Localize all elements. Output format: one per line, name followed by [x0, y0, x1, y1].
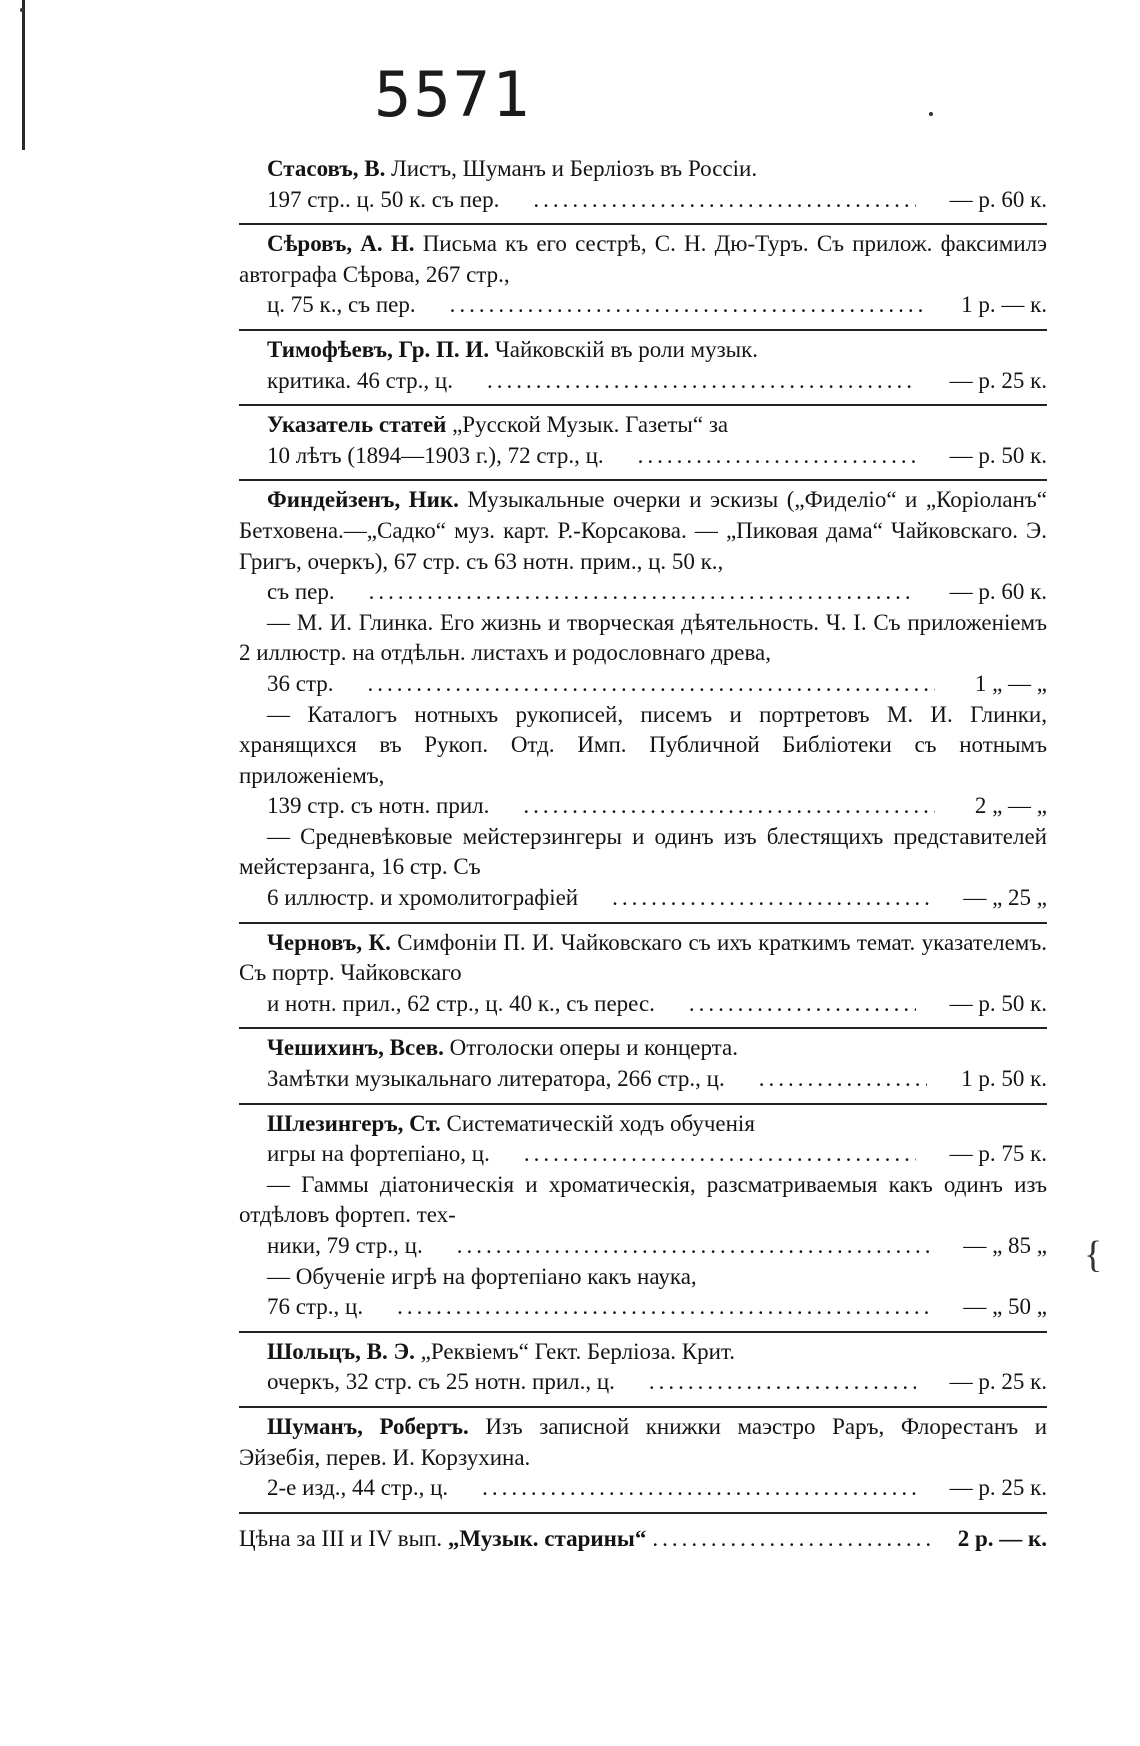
scan-dot — [20, 8, 24, 12]
dot-leader — [340, 669, 935, 700]
dot-leader — [731, 1064, 927, 1095]
scan-edge-mark — [22, 0, 25, 150]
dot-leader — [459, 366, 916, 397]
entry-description: „Реквіемъ“ Гект. Берліоза. Крит. — [420, 1338, 736, 1364]
entry-description: Симфоніи П. И. Чайковскаго съ ихъ краткимъ темат. указателемъ. Съ портр. Чайковскаго — [239, 929, 1047, 986]
dot-leader — [621, 1367, 916, 1398]
catalog-entry — [239, 1029, 1047, 1104]
footer-price-line — [239, 1514, 1047, 1554]
sub-entry-price-line — [239, 791, 1047, 822]
catalog-entry — [239, 1105, 1047, 1333]
footer-price: 2 р. — к. — [957, 1525, 1047, 1551]
sub-entry-description: — Каталогъ нотныхъ рукописей, писемъ и портретовъ М. И. Глинки, хранящихся въ Рукоп. Отд. Имп. Публичной Библіотеки съ нотнымъ приложеніемъ, — [239, 701, 1047, 788]
entry-price-line — [239, 290, 1047, 321]
dot-leader — [341, 577, 916, 608]
sub-entry — [239, 1262, 1047, 1323]
page-number: 5571 — [374, 58, 532, 131]
sub-entry-description: — Обученіе игрѣ на фортепіано какъ наука, — [267, 1263, 697, 1289]
entry-author: Черновъ, К. — [267, 929, 391, 955]
entry-price: 1 р. 50 к. — [961, 1066, 1047, 1092]
entry-price-line — [239, 1473, 1047, 1504]
entry-author: Финдейзенъ, Ник. — [267, 487, 459, 513]
catalog-entry — [239, 331, 1047, 406]
entry-details: игры на фортепіано, ц. — [267, 1141, 490, 1167]
footer-text — [239, 1524, 646, 1554]
scan-dot — [929, 112, 933, 116]
entry-price: — р. 25 к. — [949, 367, 1047, 393]
dot-leader — [584, 883, 929, 914]
entry-price-line — [239, 1367, 1047, 1398]
entry-text — [239, 1033, 1047, 1094]
sub-entry-details: 139 стр. съ нотн. прил. — [267, 793, 490, 819]
catalog-entry — [239, 406, 1047, 481]
dot-leader — [652, 1524, 935, 1554]
sub-entry-price-line — [239, 669, 1047, 700]
dot-leader — [422, 290, 927, 321]
entry-description: Музыкальные очерки и эскизы („Фиделіо“ и „Коріоланъ“ Бетховена.—„Садко“ муз. карт. Р.-Корсакова. — „Пиковая дама“ Чайковскаго. Э. Григъ, очеркъ), 67 стр. съ 63 нотн. прим., ц. 50 к., — [239, 487, 1047, 574]
entry-price-line — [239, 989, 1047, 1020]
sub-entry-details: ники, 79 стр., ц. — [267, 1233, 423, 1258]
entry-text — [239, 410, 1047, 471]
entry-author: Сѣровъ, А. Н. — [267, 231, 415, 257]
dot-leader — [429, 1231, 930, 1262]
catalog-entry — [239, 225, 1047, 331]
sub-entry-price-line — [239, 1231, 1047, 1262]
entry-details: съ пер. — [267, 579, 335, 605]
catalog-list — [239, 150, 1047, 1554]
entry-price: — р. 50 к. — [949, 990, 1047, 1016]
entry-price: 1 р. — к. — [961, 292, 1047, 318]
dot-leader — [495, 791, 935, 822]
entry-text — [239, 229, 1047, 321]
entry-text — [239, 154, 1047, 215]
entry-description: „Русской Музык. Газеты“ за — [452, 412, 729, 438]
footer-title: „Музык. старины“ — [447, 1525, 647, 1551]
entry-description: Листъ, Шуманъ и Берліозъ въ Россіи. — [391, 156, 758, 181]
catalog-entry — [239, 924, 1047, 1030]
dot-leader — [610, 441, 916, 472]
catalog-entry — [239, 1333, 1047, 1408]
dot-leader — [505, 185, 915, 216]
entry-description: Изъ записной книжки маэстро Раръ, Флорестанъ и Эйзебія, перев. И. Корзухина. — [239, 1413, 1048, 1470]
margin-bracket-mark: { — [1084, 1234, 1103, 1276]
entry-price-line — [239, 441, 1047, 472]
entry-price-line — [239, 185, 1047, 216]
catalog-entry — [239, 481, 1047, 923]
entry-description: Письма къ его сестрѣ, С. Н. Дю-Туръ. Съ прилож. факсимилэ автографа Сѣрова, 267 стр., — [239, 231, 1048, 287]
entry-price: — р. 75 к. — [949, 1141, 1047, 1167]
entry-text — [239, 1412, 1047, 1504]
entry-description: Систематическій ходъ обученія — [446, 1110, 755, 1136]
entry-price-line — [239, 1139, 1047, 1170]
entry-price: — р. 25 к. — [949, 1369, 1047, 1395]
entry-details: очеркъ, 32 стр. съ 25 нотн. прил., ц. — [267, 1369, 615, 1395]
entry-description: Чайковскій въ роли музык. — [494, 336, 759, 362]
dot-leader — [661, 989, 916, 1020]
sub-entry-price: — „ 25 „ — [963, 885, 1047, 911]
entry-details: 10 лѣтъ (1894—1903 г.), 72 стр., ц. — [267, 442, 604, 468]
entry-price-line — [239, 577, 1047, 608]
entry-price: — р. 25 к. — [949, 1475, 1047, 1501]
entry-author: Шуманъ, Робертъ. — [267, 1413, 469, 1439]
entry-price-line — [239, 366, 1047, 397]
sub-entry — [239, 822, 1047, 914]
entry-text — [239, 1109, 1047, 1170]
entry-price-line — [239, 1064, 1047, 1095]
entry-price: — р. 50 к. — [949, 442, 1047, 468]
entry-text — [239, 928, 1047, 1020]
sub-entry-price: 2 „ — „ — [974, 793, 1047, 819]
sub-entry-description: — М. И. Глинка. Его жизнь и творческая дѣятельность. Ч. І. Съ приложеніемъ 2 иллюстр. на отдѣльн. листахъ и родословнаго древа, — [239, 609, 1047, 666]
sub-entry-price-line — [239, 883, 1047, 914]
entry-price: — р. 60 к. — [949, 186, 1047, 212]
entry-details: Замѣтки музыкальнаго литератора, 266 стр., ц. — [267, 1066, 725, 1092]
entry-author: Тимофѣевъ, Гр. П. И. — [267, 336, 490, 362]
sub-entry-details: 76 стр., ц. — [267, 1294, 364, 1320]
sub-entry-description: — Средневѣковые мейстерзингеры и одинъ изъ блестящихъ представителей мейстерзанга, 16 стр. Съ — [239, 823, 1047, 880]
sub-entry-details: 6 иллюстр. и хромолитографіей — [267, 885, 579, 911]
sub-entry-description: — Гаммы діатоническія и хроматическія, разсматриваемыя какъ одинъ изъ отдѣловъ фортеп. тех- — [239, 1171, 1047, 1228]
entry-details: и нотн. прил., 62 стр., ц. 40 к., съ перес. — [267, 990, 655, 1016]
sub-entry-price: — „ 85 „ — [963, 1233, 1047, 1258]
catalog-entry — [239, 1408, 1047, 1514]
sub-entry-details: 36 стр. — [267, 670, 334, 696]
entry-price: — р. 60 к. — [949, 579, 1047, 605]
sub-entry-price: — „ 50 „ — [963, 1294, 1047, 1320]
entry-author: Шлезингеръ, Ст. — [267, 1110, 441, 1136]
entry-details: критика. 46 стр., ц. — [267, 367, 453, 393]
entry-author: Стасовъ, В. — [267, 156, 386, 181]
dot-leader — [496, 1139, 916, 1170]
sub-entry — [239, 1170, 1047, 1262]
footer-label: Цѣна за III и IV вып. — [239, 1525, 443, 1551]
entry-text — [239, 485, 1047, 607]
entry-details: ц. 75 к., съ пер. — [267, 292, 416, 318]
entry-details: 197 стр.. ц. 50 к. съ пер. — [267, 186, 500, 212]
entry-details: 2-е изд., 44 стр., ц. — [267, 1475, 449, 1501]
dot-leader — [369, 1292, 929, 1323]
entry-author: Указатель статей — [267, 412, 447, 438]
entry-author: Шольцъ, В. Э. — [267, 1338, 415, 1364]
catalog-entry — [239, 150, 1047, 225]
sub-entry-price-line — [239, 1292, 1047, 1323]
sub-entry-price: 1 „ — „ — [974, 670, 1047, 696]
sub-entry — [239, 608, 1047, 700]
dot-leader — [454, 1473, 915, 1504]
entry-author: Чешихинъ, Всев. — [267, 1035, 444, 1061]
entry-text — [239, 335, 1047, 396]
sub-entry — [239, 700, 1047, 822]
entry-description: Отголоски оперы и концерта. — [449, 1035, 738, 1061]
entry-text — [239, 1337, 1047, 1398]
